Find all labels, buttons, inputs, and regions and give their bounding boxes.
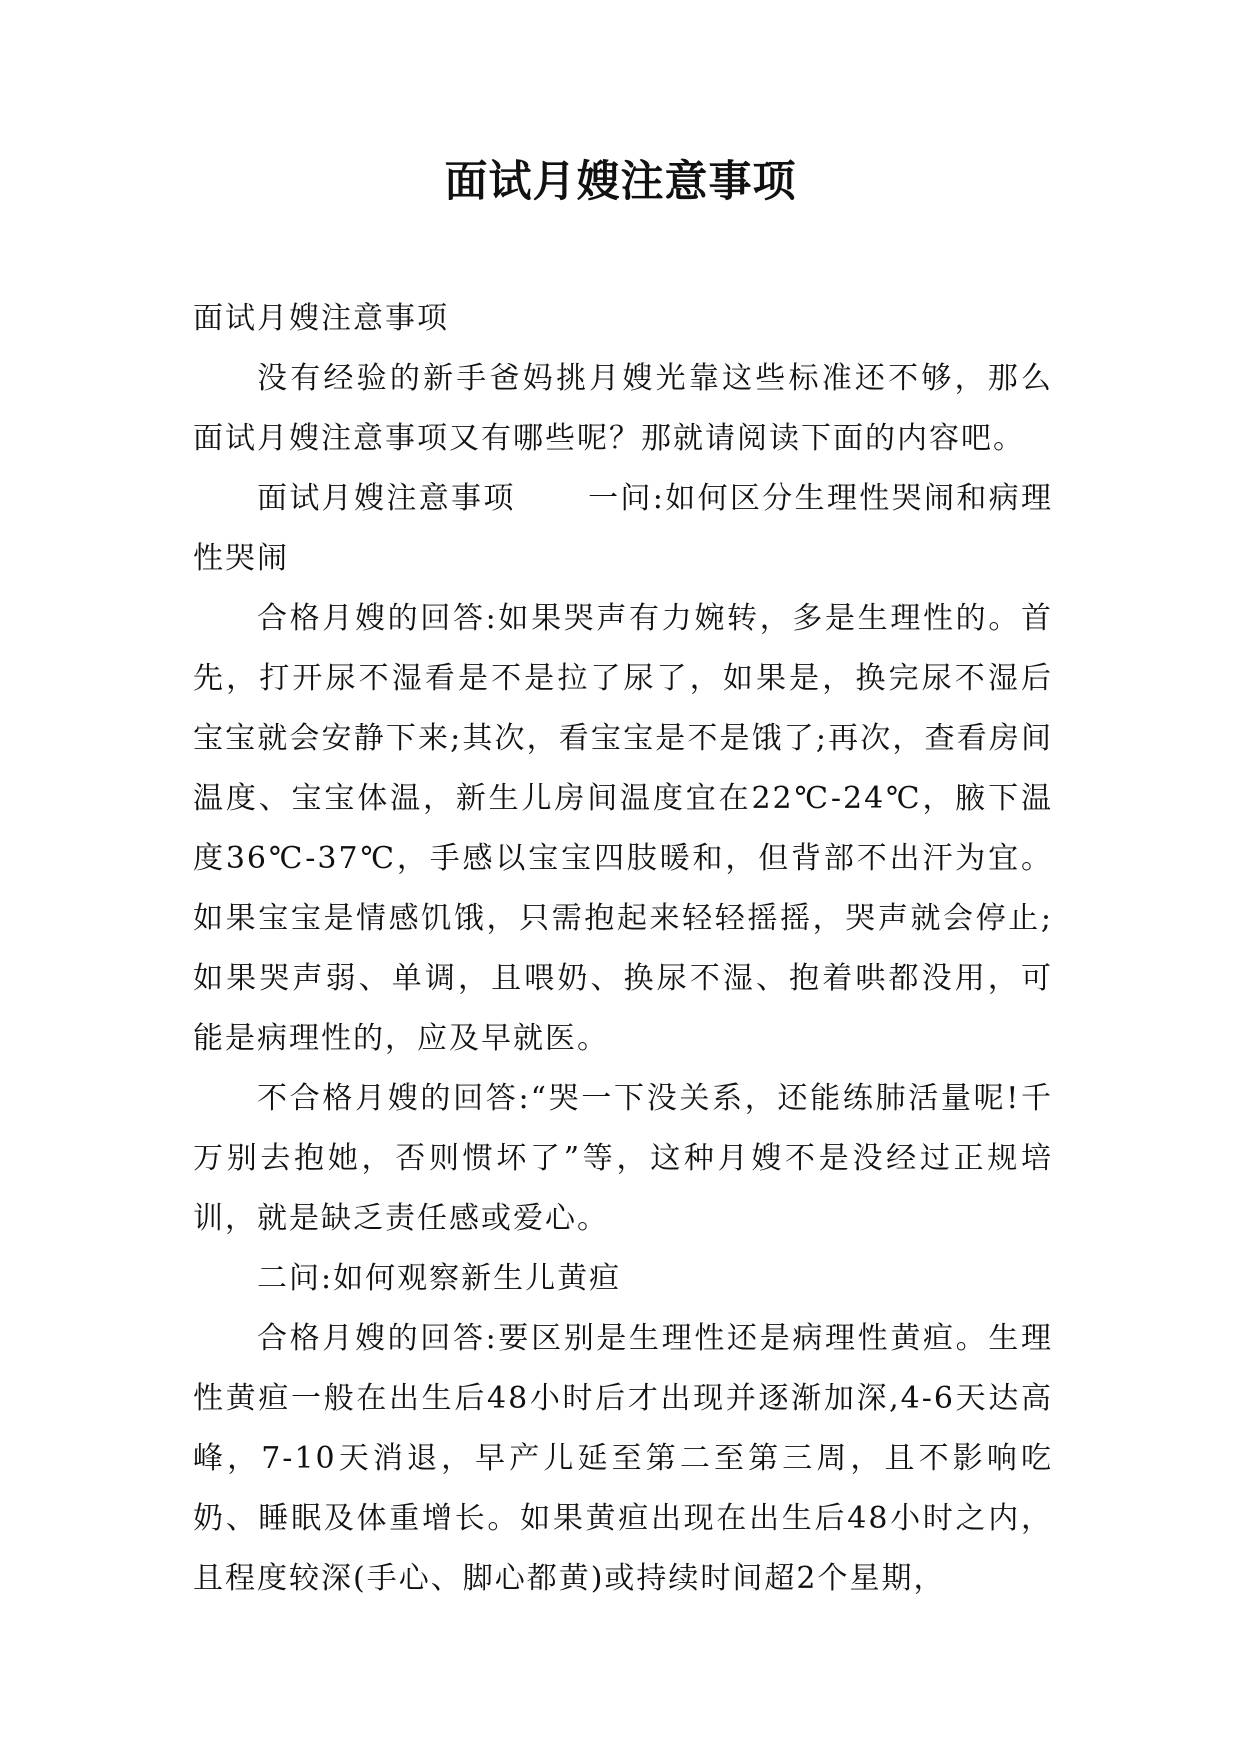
paragraph-qualified-answer-two: 合格月嫂的回答:要区别是生理性还是病理性黄疸。生理性黄疸一般在出生后48小时后才出现并逐渐加深,4-6天达高峰，7-10天消退，早产儿延至第二至第三周，且不影响吃奶、睡眠及体重增长。如果黄疸出现在出生后48小时之内，且程度较深(手心、脚心都黄)或持续时间超2个星期， xyxy=(193,1321,1053,1596)
question-one-text: 一问:如何区分生理性哭闹和病理性哭闹 xyxy=(193,481,1054,576)
document-title: 面试月嫂注意事项 xyxy=(444,157,797,207)
paragraph-intro: 没有经验的新手爸妈挑月嫂光靠这些标准还不够，那么面试月嫂注意事项又有哪些呢？那就请阅读下面的内容吧。 xyxy=(193,361,1053,456)
paragraph-unqualified-answer-one: 不合格月嫂的回答:“哭一下没关系，还能练肺活量呢!千万别去抱她，否则惯坏了”等，这种月嫂不是没经过正规培训，就是缺乏责任感或爱心。 xyxy=(193,1081,1053,1236)
section-label: 面试月嫂注意事项 xyxy=(257,481,516,516)
paragraph-question-one xyxy=(193,469,1053,589)
document-body xyxy=(193,289,1053,1609)
paragraph-heading: 面试月嫂注意事项 xyxy=(193,301,449,336)
paragraph-qualified-answer-one: 合格月嫂的回答:如果哭声有力婉转，多是生理性的。首先，打开尿不湿看是不是拉了尿了，如果是，换完尿不湿后宝宝就会安静下来;其次，看宝宝是不是饿了;再次，查看房间温度、宝宝体温，新生儿房间温度宜在22℃-24℃，腋下温度36℃-37℃，手感以宝宝四肢暖和，但背部不出汗为宜。如果宝宝是情感饥饿，只需抱起来轻轻摇摇，哭声就会停止;如果哭声弱、单调，且喂奶、换尿不湿、抱着哄都没用，可能是病理性的，应及早就医。 xyxy=(193,601,1053,1056)
paragraph-question-two: 二问:如何观察新生儿黄疸 xyxy=(257,1261,622,1296)
